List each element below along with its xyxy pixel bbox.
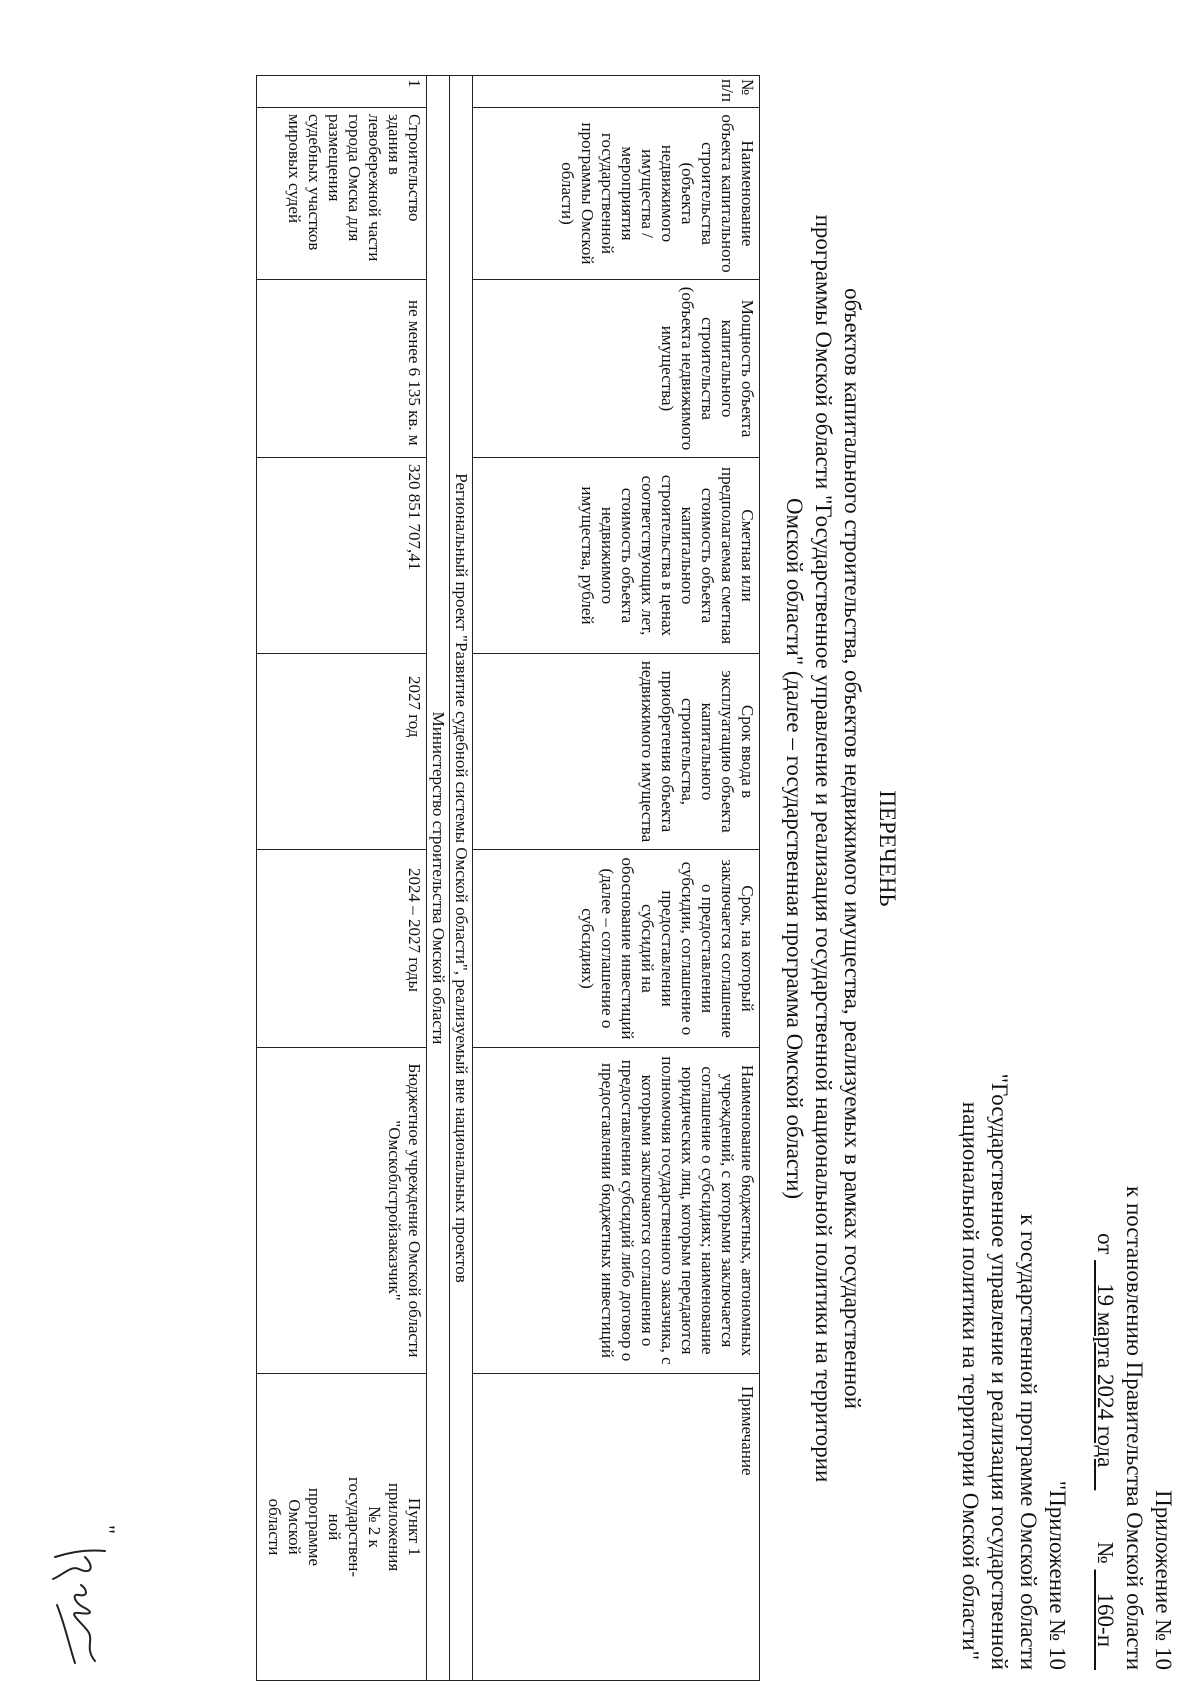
header-org: Наименование бюджетных, автономных учреждений, с которыми заключается соглашение о субсидиях; наименование юридических лиц, которым передаются полномочия государственного заказчика, с которыми заключаются соглашения о предоставлении субсидий либо договор о предоставлении бюджетных инвестиций bbox=[473, 1048, 760, 1374]
cell-cost: 320 851 707,41 bbox=[257, 458, 427, 654]
objects-table bbox=[256, 75, 760, 1681]
date-value bbox=[1093, 1260, 1118, 1490]
closing-quote: " bbox=[95, 1525, 120, 1534]
title-line1: объектов капитального строительства, объектов недвижимого имущества, реализуемых в рамках государственной bbox=[840, 288, 865, 1409]
cell-org: Бюджетное учреждение Омской области "Омскоблстройзаказчик" bbox=[257, 1048, 427, 1374]
number-value bbox=[1093, 1570, 1118, 1670]
header-note: Примечание bbox=[473, 1374, 760, 1681]
table-header-row bbox=[473, 76, 760, 1681]
appendix-date-line bbox=[1091, 900, 1120, 1670]
title-line3: Омской области" (далее – государственная программа Омской области) bbox=[782, 497, 807, 1200]
cell-num: 1 bbox=[257, 76, 427, 108]
document-heading: ПЕРЕЧЕНЬ bbox=[875, 790, 900, 907]
quote-line2: к государственной программе Омской области bbox=[1016, 1214, 1041, 1670]
title-line2: программы Омской области "Государственное управление и реализация государственной национальной политики на территории bbox=[811, 214, 836, 1483]
header-num: № п/п bbox=[473, 76, 760, 108]
header-name: Наименование объекта капитального строительства (объекта недвижимого имущества / мероприятия государственной программы Омской области) bbox=[473, 108, 760, 280]
number-prefix: № bbox=[1093, 1541, 1118, 1564]
cell-term: 2024 – 2027 годы bbox=[257, 850, 427, 1048]
header-term: Срок, на который заключается соглашение о предоставлении субсидии, соглашение о предоставлении субсидий на обоснование инвестиций (далее – соглашение о субсидиях) bbox=[473, 850, 760, 1048]
date-text: 19 марта 2024 года bbox=[1093, 1283, 1118, 1468]
date-prefix: от bbox=[1093, 1233, 1118, 1255]
quote-line1: "Приложение № 10 bbox=[1045, 1480, 1070, 1670]
number-text: 160-п bbox=[1093, 1592, 1118, 1647]
ministry-row bbox=[427, 76, 450, 1681]
ministry-row-cell: Министерство строительства Омской области bbox=[427, 76, 450, 1681]
document-title bbox=[780, 0, 867, 1697]
quote-line3: "Государственное управление и реализация государственной bbox=[987, 1073, 1012, 1670]
header-cost: Сметная или предполагаемая сметная стоимость объекта капитального строительства в ценах соответствующих лет, стоимость объекта недвижимого имущества, рублей bbox=[473, 458, 760, 654]
header-capacity: Мощность объекта капитального строительства (объекта недвижимого имущества) bbox=[473, 280, 760, 458]
handwritten-signature-icon bbox=[45, 1545, 115, 1665]
quote-line4: национальной политики на территории Омской области" bbox=[958, 1101, 983, 1660]
appendix-line1: Приложение № 10 bbox=[1151, 1490, 1176, 1670]
cell-capacity: не менее 6 135 кв. м bbox=[257, 280, 427, 458]
cell-name: Строительство здания в левобережной части города Омска для размещения судебных участков мировых судей bbox=[257, 108, 427, 280]
appendix-line2: к постановлению Правительства Омской области bbox=[1122, 1186, 1147, 1670]
header-commission: Срок ввода в эксплуатацию объекта капитального строительства, приобретения объекта недвижимого имущества bbox=[473, 654, 760, 850]
table-row bbox=[257, 76, 427, 1681]
appendix-block bbox=[1091, 900, 1178, 1670]
cell-commission: 2027 год bbox=[257, 654, 427, 850]
quoted-appendix-block bbox=[956, 700, 1072, 1670]
project-row-cell: Региональный проект "Развитие судебной системы Омской области", реализуемый вне национальных проектов bbox=[450, 76, 473, 1681]
project-row bbox=[450, 76, 473, 1681]
cell-note: Пункт 1 приложения № 2 к государствен-ной программе Омской области bbox=[257, 1374, 427, 1681]
